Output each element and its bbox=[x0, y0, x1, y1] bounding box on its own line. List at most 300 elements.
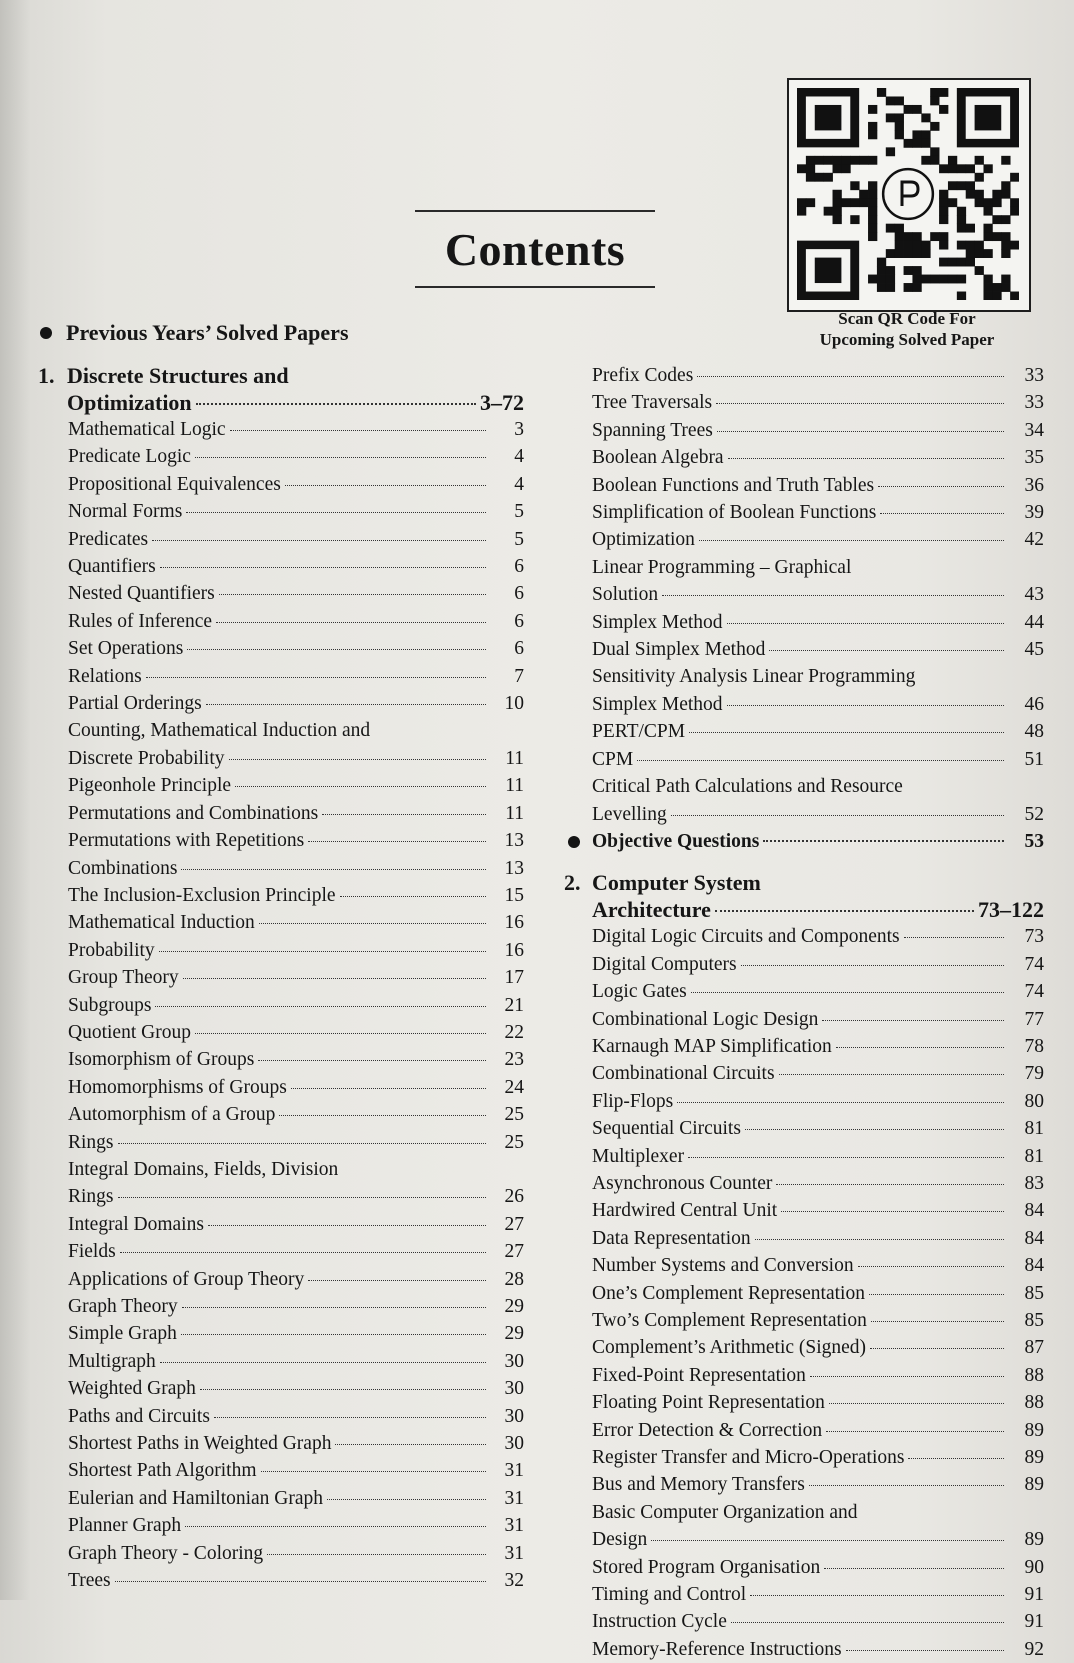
toc-entry-page: 6 bbox=[514, 638, 524, 660]
toc-entry[interactable] bbox=[38, 1403, 524, 1430]
toc-entry-page: 30 bbox=[504, 1350, 524, 1372]
toc-entry-page: 26 bbox=[504, 1186, 524, 1208]
toc-entry-label: Stored Program Organisation bbox=[592, 1556, 821, 1578]
chapter-title-line2: Optimization bbox=[67, 390, 192, 415]
toc-entry-label: Fixed-Point Representation bbox=[592, 1364, 806, 1386]
toc-entry-label: Hardwired Central Unit bbox=[592, 1200, 778, 1222]
toc-entry[interactable] bbox=[38, 1101, 524, 1128]
toc-entry-label: Normal Forms bbox=[68, 501, 183, 523]
toc-entry[interactable] bbox=[38, 1129, 524, 1156]
leader-dots bbox=[727, 623, 1004, 624]
page-title-frame bbox=[415, 210, 655, 288]
toc-entry[interactable] bbox=[38, 772, 524, 799]
toc-entry-label: Prefix Codes bbox=[592, 365, 694, 386]
chapter-pages: 73–122 bbox=[978, 897, 1044, 923]
leader-dots bbox=[322, 814, 486, 815]
toc-entry[interactable] bbox=[592, 801, 1044, 828]
toc-entry-page: 90 bbox=[1024, 1556, 1044, 1578]
chapter-heading[interactable] bbox=[38, 362, 524, 416]
toc-entry-label: Predicate Logic bbox=[68, 446, 191, 468]
leader-dots bbox=[216, 622, 486, 623]
toc-entry-label: Homomorphisms of Groups bbox=[68, 1076, 287, 1098]
toc-entry-page: 5 bbox=[514, 528, 524, 550]
toc-entry-label: Optimization bbox=[592, 529, 695, 551]
toc-entry-label: The Inclusion-Exclusion Principle bbox=[68, 884, 336, 906]
toc-entry-label: Nested Quantifiers bbox=[68, 583, 215, 605]
leader-dots bbox=[699, 540, 1004, 541]
toc-entry[interactable] bbox=[592, 1006, 1044, 1033]
toc-entry-label: Complement’s Arithmetic (Signed) bbox=[592, 1337, 867, 1359]
leader-dots bbox=[308, 841, 486, 842]
toc-entry-label: Instruction Cycle bbox=[592, 1611, 727, 1633]
leader-dots bbox=[160, 567, 486, 568]
toc-entry-page: 21 bbox=[504, 994, 524, 1016]
toc-entry[interactable] bbox=[38, 827, 524, 854]
toc-entry[interactable] bbox=[38, 882, 524, 909]
toc-entry[interactable] bbox=[38, 1293, 524, 1320]
toc-entry-label: Logic Gates bbox=[592, 981, 687, 1003]
toc-entry-page: 52 bbox=[1024, 803, 1044, 825]
toc-entry[interactable] bbox=[592, 1197, 1044, 1224]
toc-entry-label: Combinational Logic Design bbox=[592, 1008, 819, 1030]
toc-entry-label: Quotient Group bbox=[68, 1021, 191, 1043]
toc-entry-page: 77 bbox=[1024, 1008, 1044, 1030]
toc-entry[interactable] bbox=[592, 1334, 1044, 1361]
leader-dots bbox=[181, 1334, 486, 1335]
toc-entry[interactable] bbox=[592, 1307, 1044, 1334]
toc-entry-label: Discrete Probability bbox=[68, 747, 225, 769]
leader-dots bbox=[870, 1348, 1004, 1349]
toc-entry-label: Weighted Graph bbox=[68, 1378, 196, 1400]
toc-entry-label: Design bbox=[592, 1529, 648, 1551]
leader-dots bbox=[715, 910, 974, 912]
toc-entry[interactable] bbox=[592, 499, 1044, 526]
toc-entry-label: Number Systems and Conversion bbox=[592, 1255, 854, 1277]
toc-entry[interactable] bbox=[38, 1183, 524, 1210]
toc-entry[interactable] bbox=[592, 1060, 1044, 1087]
toc-entry-label: Fields bbox=[68, 1241, 116, 1263]
toc-entry-page: 31 bbox=[504, 1460, 524, 1482]
toc-entry-label: Subgroups bbox=[68, 994, 152, 1016]
toc-entry[interactable] bbox=[592, 417, 1044, 444]
toc-entry[interactable] bbox=[592, 978, 1044, 1005]
toc-entry-page: 45 bbox=[1024, 639, 1044, 661]
leader-dots bbox=[824, 1568, 1004, 1569]
toc-entry-label: Permutations with Repetitions bbox=[68, 830, 305, 852]
toc-entry-page: 32 bbox=[504, 1570, 524, 1592]
toc-entry[interactable] bbox=[38, 1238, 524, 1265]
toc-entry[interactable] bbox=[38, 580, 524, 607]
toc-entry[interactable] bbox=[592, 389, 1044, 416]
toc-entry-page: 91 bbox=[1024, 1611, 1044, 1633]
toc-entry-line1: Basic Computer Organization and bbox=[592, 1501, 858, 1523]
toc-entry-label: Simplex Method bbox=[592, 611, 723, 633]
toc-entry-label: Simplex Method bbox=[592, 693, 723, 715]
toc-entry-page: 11 bbox=[505, 802, 524, 824]
toc-entry[interactable] bbox=[38, 1540, 524, 1567]
toc-entry-label: Memory-Reference Instructions bbox=[592, 1638, 842, 1660]
toc-entry[interactable] bbox=[38, 1512, 524, 1539]
leader-dots bbox=[904, 937, 1004, 938]
toc-column-left bbox=[38, 362, 524, 1594]
toc-entry-label: Predicates bbox=[68, 528, 149, 550]
toc-entry-page: 46 bbox=[1024, 693, 1044, 715]
toc-entry-page: 42 bbox=[1024, 529, 1044, 551]
toc-entry-label: Combinations bbox=[68, 857, 178, 879]
page-title: Contents bbox=[444, 223, 626, 275]
toc-entry-page: 74 bbox=[1024, 953, 1044, 975]
toc-entry[interactable] bbox=[38, 1457, 524, 1484]
toc-entry[interactable] bbox=[38, 1046, 524, 1073]
toc-entry[interactable] bbox=[38, 1266, 524, 1293]
toc-entry-label: Shortest Path Algorithm bbox=[68, 1460, 257, 1482]
toc-entry[interactable] bbox=[592, 1636, 1044, 1663]
toc-entry-page: 89 bbox=[1024, 1474, 1044, 1496]
toc-entry-label: Register Transfer and Micro-Operations bbox=[592, 1447, 905, 1469]
leader-dots bbox=[728, 458, 1004, 459]
toc-entry-label: Two’s Complement Representation bbox=[592, 1310, 867, 1331]
leader-dots bbox=[230, 430, 486, 431]
toc-entry-label: Dual Simplex Method bbox=[592, 639, 766, 661]
leader-dots bbox=[291, 1088, 486, 1089]
toc-list-left bbox=[38, 416, 524, 1594]
leader-dots bbox=[208, 1225, 486, 1226]
toc-entry[interactable] bbox=[38, 526, 524, 553]
toc-entry-label: Graph Theory - Coloring bbox=[68, 1542, 264, 1564]
toc-entry-page: 4 bbox=[514, 473, 524, 495]
leader-dots bbox=[146, 677, 486, 678]
toc-entry-page: 30 bbox=[504, 1433, 524, 1455]
toc-entry[interactable] bbox=[38, 745, 524, 772]
toc-entry[interactable] bbox=[592, 1471, 1044, 1498]
leader-dots bbox=[829, 1403, 1004, 1404]
toc-entry-label: Shortest Paths in Weighted Graph bbox=[68, 1433, 332, 1455]
toc-entry[interactable] bbox=[592, 581, 1044, 608]
leader-dots bbox=[115, 1581, 486, 1582]
toc-entry-label: Digital Computers bbox=[592, 953, 737, 975]
toc-entry[interactable] bbox=[38, 690, 524, 717]
toc-entry-page: 25 bbox=[504, 1131, 524, 1153]
toc-entry[interactable] bbox=[592, 923, 1044, 950]
toc-entry-page: 85 bbox=[1024, 1282, 1044, 1304]
toc-entry[interactable] bbox=[38, 855, 524, 882]
toc-entry[interactable] bbox=[592, 444, 1044, 471]
toc-entry-page: 80 bbox=[1024, 1090, 1044, 1112]
toc-entry[interactable] bbox=[38, 471, 524, 498]
toc-entry[interactable] bbox=[38, 1348, 524, 1375]
toc-entry[interactable] bbox=[592, 1389, 1044, 1416]
leader-dots bbox=[697, 376, 1004, 377]
toc-entry-page: 30 bbox=[504, 1378, 524, 1400]
toc-entry-label: Tree Traversals bbox=[592, 392, 713, 414]
toc-entry-label: Multigraph bbox=[68, 1350, 156, 1372]
toc-entry-page: 84 bbox=[1024, 1200, 1044, 1222]
toc-entry-label: Digital Logic Circuits and Components bbox=[592, 926, 900, 948]
page-shadow bbox=[0, 0, 30, 1600]
toc-entry[interactable] bbox=[38, 800, 524, 827]
toc-entry-page: 73 bbox=[1024, 926, 1044, 948]
toc-entry[interactable] bbox=[592, 1444, 1044, 1471]
toc-entry-page: 39 bbox=[1024, 502, 1044, 524]
toc-entry[interactable] bbox=[592, 1088, 1044, 1115]
leader-dots bbox=[120, 1252, 486, 1253]
toc-entry-label: Trees bbox=[68, 1570, 111, 1592]
toc-entry-line1: Sensitivity Analysis Linear Programming bbox=[592, 666, 916, 688]
toc-entry[interactable] bbox=[38, 909, 524, 936]
toc-entry-page: 85 bbox=[1024, 1310, 1044, 1331]
bullet-icon bbox=[40, 327, 52, 339]
leader-dots bbox=[651, 1540, 1004, 1541]
toc-entry[interactable] bbox=[592, 1608, 1044, 1635]
toc-entry-label: Flip-Flops bbox=[592, 1090, 674, 1112]
leader-dots bbox=[186, 512, 486, 513]
toc-entry-page: 6 bbox=[514, 583, 524, 605]
chapter-number: 2. bbox=[564, 870, 581, 896]
toc-entry-page: 84 bbox=[1024, 1255, 1044, 1277]
qr-code[interactable] bbox=[787, 78, 1031, 312]
toc-entry-label: Quantifiers bbox=[68, 556, 156, 578]
toc-entry-page: 84 bbox=[1024, 1227, 1044, 1249]
objective-questions-entry[interactable] bbox=[592, 828, 1044, 855]
toc-entry[interactable] bbox=[592, 1554, 1044, 1581]
toc-entry-label: Graph Theory bbox=[68, 1296, 178, 1317]
toc-entry[interactable] bbox=[38, 1485, 524, 1512]
toc-entry[interactable] bbox=[592, 691, 1044, 718]
toc-entry-label: Rules of Inference bbox=[68, 610, 213, 632]
toc-entry[interactable] bbox=[38, 992, 524, 1019]
leader-dots bbox=[731, 1622, 1004, 1623]
toc-entry[interactable] bbox=[38, 663, 524, 690]
toc-list-right-a bbox=[592, 362, 1044, 828]
toc-entry[interactable] bbox=[592, 746, 1044, 773]
toc-entry[interactable] bbox=[592, 1362, 1044, 1389]
toc-entry[interactable] bbox=[592, 1280, 1044, 1307]
toc-entry-page: 23 bbox=[504, 1049, 524, 1071]
section-heading-text: Previous Years’ Solved Papers bbox=[66, 320, 349, 345]
toc-entry-page: 44 bbox=[1024, 611, 1044, 633]
leader-dots bbox=[776, 1184, 1004, 1185]
toc-entry[interactable] bbox=[38, 1074, 524, 1101]
toc-entry[interactable] bbox=[38, 498, 524, 525]
toc-entry-page: 83 bbox=[1024, 1172, 1044, 1194]
toc-entry-page: 78 bbox=[1024, 1035, 1044, 1057]
leader-dots bbox=[118, 1143, 486, 1144]
toc-entry[interactable] bbox=[592, 1581, 1044, 1608]
toc-entry[interactable] bbox=[38, 1019, 524, 1046]
toc-entry-page: 43 bbox=[1024, 584, 1044, 606]
toc-entry-page: 24 bbox=[504, 1076, 524, 1098]
toc-entry-label: Simplification of Boolean Functions bbox=[592, 502, 877, 524]
toc-entry[interactable] bbox=[38, 1430, 524, 1457]
leader-dots bbox=[741, 965, 1004, 966]
chapter-heading[interactable] bbox=[564, 869, 1044, 923]
leader-dots bbox=[869, 1294, 1004, 1295]
leader-dots bbox=[880, 513, 1004, 514]
leader-dots bbox=[810, 1376, 1004, 1377]
toc-entry-line1: Linear Programming – Graphical bbox=[592, 556, 852, 578]
toc-entry-page: 79 bbox=[1024, 1063, 1044, 1085]
toc-entry[interactable] bbox=[592, 1033, 1044, 1060]
toc-entry[interactable] bbox=[38, 1375, 524, 1402]
toc-entry-page: 27 bbox=[504, 1213, 524, 1235]
toc-entry[interactable] bbox=[38, 937, 524, 964]
toc-entry[interactable] bbox=[592, 1417, 1044, 1444]
toc-entry-line1: Counting, Mathematical Induction and bbox=[68, 720, 371, 742]
toc-entry-page: 31 bbox=[504, 1515, 524, 1537]
leader-dots bbox=[187, 649, 486, 650]
toc-entry[interactable] bbox=[38, 1567, 524, 1594]
leader-dots bbox=[745, 1129, 1004, 1130]
chapter-title-line1: Discrete Structures and bbox=[67, 363, 289, 388]
leader-dots bbox=[637, 760, 1004, 761]
toc-entry-page: 89 bbox=[1024, 1419, 1044, 1441]
leader-dots bbox=[826, 1431, 1004, 1432]
leader-dots bbox=[727, 705, 1004, 706]
toc-column-right bbox=[564, 362, 1044, 1663]
toc-entry-label: Simple Graph bbox=[68, 1323, 177, 1345]
toc-entry[interactable] bbox=[592, 1170, 1044, 1197]
toc-entry-page: 16 bbox=[504, 912, 524, 934]
leader-dots bbox=[152, 540, 486, 541]
toc-entry[interactable] bbox=[592, 1526, 1044, 1553]
toc-entry-page: 51 bbox=[1024, 748, 1044, 770]
leader-dots bbox=[267, 1554, 486, 1555]
toc-entry-label: Integral Domains bbox=[68, 1213, 204, 1235]
toc-entry-label: Boolean Algebra bbox=[592, 447, 724, 469]
toc-entry[interactable] bbox=[38, 964, 524, 991]
toc-entry-page: 11 bbox=[505, 775, 524, 797]
toc-entry-label: Paths and Circuits bbox=[68, 1405, 210, 1427]
leader-dots bbox=[846, 1650, 1004, 1651]
toc-entry-page: 74 bbox=[1024, 981, 1044, 1003]
toc-entry-page: 31 bbox=[504, 1542, 524, 1564]
toc-entry-label: Multiplexer bbox=[592, 1145, 685, 1167]
leader-dots bbox=[689, 732, 1004, 733]
toc-entry-label: Asynchronous Counter bbox=[592, 1172, 773, 1194]
leader-dots bbox=[285, 485, 486, 486]
toc-entry-page: 91 bbox=[1024, 1584, 1044, 1606]
toc-entry-label: Mathematical Induction bbox=[68, 912, 255, 934]
toc-entry-page: 6 bbox=[514, 556, 524, 578]
toc-entry[interactable] bbox=[592, 526, 1044, 553]
leader-dots bbox=[769, 650, 1004, 651]
leader-dots bbox=[195, 1033, 486, 1034]
toc-entry-page: 92 bbox=[1024, 1638, 1044, 1660]
toc-entry-page: 22 bbox=[504, 1021, 524, 1043]
toc-entry-page: 3 bbox=[514, 419, 524, 440]
toc-entry-page: 7 bbox=[514, 665, 524, 687]
toc-entry-page: 13 bbox=[504, 830, 524, 852]
toc-entry-page: 33 bbox=[1024, 392, 1044, 414]
leader-dots bbox=[214, 1417, 486, 1418]
leader-dots bbox=[308, 1280, 486, 1281]
leader-dots bbox=[159, 951, 486, 952]
leader-dots bbox=[809, 1485, 1004, 1486]
leader-dots bbox=[677, 1102, 1004, 1103]
toc-entry[interactable] bbox=[38, 1320, 524, 1347]
leader-dots bbox=[160, 1362, 486, 1363]
toc-entry-page: 35 bbox=[1024, 447, 1044, 469]
qr-caption bbox=[790, 308, 1024, 350]
toc-entry-page: 34 bbox=[1024, 419, 1044, 441]
toc-entry[interactable] bbox=[592, 1225, 1044, 1252]
toc-entry-page: 13 bbox=[504, 857, 524, 879]
leader-dots bbox=[858, 1266, 1004, 1267]
toc-entry-line1: Integral Domains, Fields, Division bbox=[68, 1158, 339, 1180]
toc-entry[interactable] bbox=[38, 608, 524, 635]
leader-dots bbox=[755, 1239, 1004, 1240]
leader-dots bbox=[671, 815, 1004, 816]
toc-entry-label: Relations bbox=[68, 665, 142, 687]
leader-dots bbox=[822, 1020, 1004, 1021]
toc-entry-page: 30 bbox=[504, 1405, 524, 1427]
toc-entry-page: 81 bbox=[1024, 1118, 1044, 1140]
leader-dots bbox=[258, 1060, 486, 1061]
objective-label: Objective Questions bbox=[592, 830, 760, 852]
toc-entry-page: 89 bbox=[1024, 1529, 1044, 1551]
toc-entry-page: 81 bbox=[1024, 1145, 1044, 1167]
toc-entry-page: 36 bbox=[1024, 474, 1044, 496]
qr-caption-line2: Upcoming Solved Paper bbox=[819, 330, 995, 349]
leader-dots bbox=[340, 896, 486, 897]
leader-dots bbox=[716, 403, 1004, 404]
toc-entry[interactable] bbox=[592, 472, 1044, 499]
toc-entry[interactable] bbox=[592, 951, 1044, 978]
toc-list-right-b bbox=[592, 923, 1044, 1663]
leader-dots bbox=[206, 704, 486, 705]
toc-entry[interactable] bbox=[592, 1115, 1044, 1142]
toc-entry-label: Probability bbox=[68, 939, 155, 961]
toc-entry-page: 48 bbox=[1024, 721, 1044, 743]
leader-dots bbox=[717, 431, 1004, 432]
toc-entry[interactable] bbox=[38, 416, 524, 443]
toc-entry-page: 29 bbox=[504, 1323, 524, 1345]
toc-entry[interactable] bbox=[38, 635, 524, 662]
chapter-title-line2: Architecture bbox=[592, 897, 711, 923]
toc-entry-page: 6 bbox=[514, 610, 524, 632]
toc-entry[interactable] bbox=[592, 609, 1044, 636]
toc-entry-label: Propositional Equivalences bbox=[68, 473, 281, 495]
leader-dots bbox=[219, 594, 486, 595]
toc-entry-page: 17 bbox=[504, 967, 524, 989]
toc-entry[interactable] bbox=[38, 553, 524, 580]
toc-entry-label: Data Representation bbox=[592, 1227, 751, 1249]
toc-entry[interactable] bbox=[592, 636, 1044, 663]
toc-entry-page: 87 bbox=[1024, 1337, 1044, 1359]
toc-entry[interactable] bbox=[38, 443, 524, 470]
leader-dots bbox=[327, 1499, 486, 1500]
leader-dots bbox=[279, 1115, 486, 1116]
leader-dots bbox=[335, 1444, 486, 1445]
toc-entry-page: 33 bbox=[1024, 365, 1044, 386]
toc-entry-label: Pigeonhole Principle bbox=[68, 775, 232, 797]
qr-caption-line1: Scan QR Code For bbox=[838, 309, 976, 328]
bullet-icon bbox=[568, 836, 580, 848]
toc-entry-label: Timing and Control bbox=[592, 1584, 747, 1606]
toc-entry-page: 4 bbox=[514, 446, 524, 468]
toc-entry-page: 25 bbox=[504, 1104, 524, 1126]
leader-dots bbox=[183, 978, 486, 979]
toc-entry[interactable] bbox=[592, 1252, 1044, 1279]
toc-entry[interactable] bbox=[592, 362, 1044, 389]
chapter-title-line1: Computer System bbox=[592, 870, 761, 896]
toc-entry-page: 29 bbox=[504, 1296, 524, 1317]
leader-dots bbox=[185, 1526, 486, 1527]
toc-entry[interactable] bbox=[38, 1211, 524, 1238]
toc-entry[interactable] bbox=[592, 1143, 1044, 1170]
leader-dots bbox=[662, 595, 1004, 596]
toc-entry[interactable] bbox=[592, 718, 1044, 745]
